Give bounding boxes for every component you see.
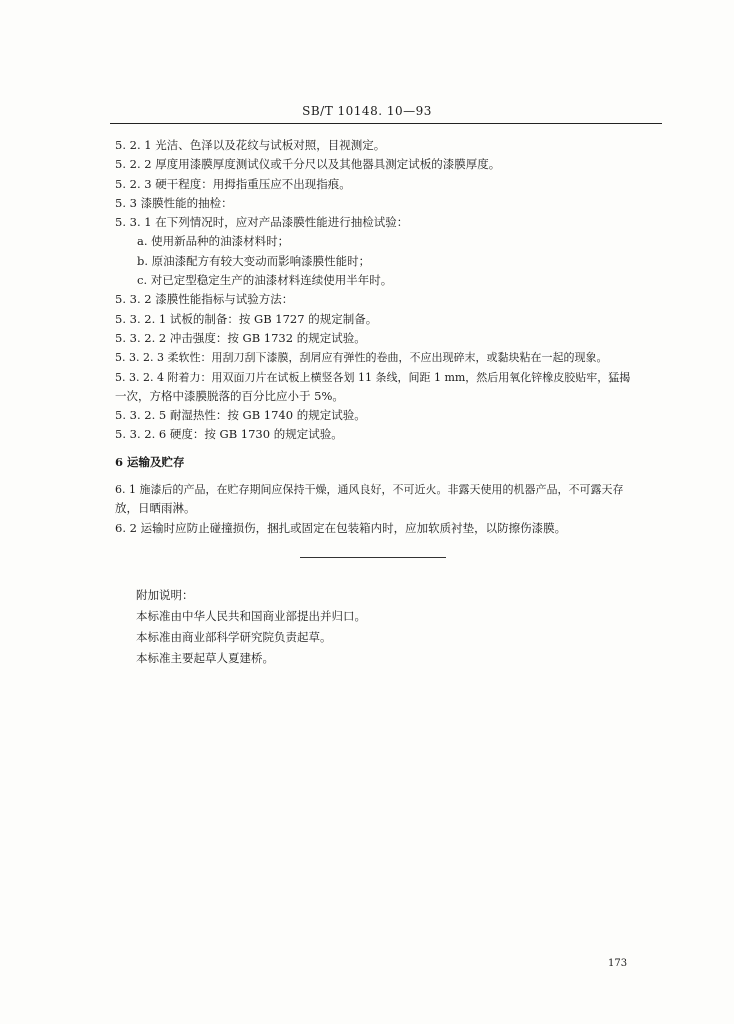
- header-rule: [110, 123, 662, 124]
- clause-5-3: 5. 3 漆膜性能的抽检：: [115, 195, 233, 210]
- list-item-a: a. 使用新品种的油漆材料时；: [137, 234, 290, 249]
- note-item: 本标准由中华人民共和国商业部提出并归口。: [136, 609, 366, 623]
- section-6-heading: 6 运输及贮存: [115, 454, 185, 469]
- clause-5-3-1: 5. 3. 1 在下列情况时，应对产品漆膜性能进行抽检试验：: [115, 215, 409, 230]
- clause-5-3-2-6: 5. 3. 2. 6 硬度：按 GB 1730 的规定试验。: [115, 427, 343, 442]
- main-content: [115, 136, 660, 538]
- clause-5-3-2-1: 5. 3. 2. 1 试板的制备：按 GB 1727 的规定制备。: [115, 311, 378, 326]
- note-item: 本标准主要起草人夏建桥。: [136, 651, 274, 665]
- clause-6-1: 6. 1 施漆后的产品，在贮存期间应保持干燥，通风良好，不可近火。非露天使用的机器产品，不可露天存: [115, 483, 624, 497]
- note-item: 本标准由商业部科学研究院负责起草。: [136, 630, 332, 644]
- clause-5-2-2: 5. 2. 2 厚度用漆膜厚度测试仪或千分尺以及其他器具测定试板的漆膜厚度。: [115, 157, 501, 172]
- clause-6-2: 6. 2 运输时应防止碰撞损伤，捆扎或固定在包装箱内时，应加软质衬垫，以防擦伤漆膜。: [115, 520, 567, 535]
- notes-title: 附加说明：: [136, 588, 194, 602]
- clause-5-3-2-4: 5. 3. 2. 4 附着力：用双面刀片在试板上横竖各划 11 条线，间距 1 mm，然后用氧化锌橡皮胶贴牢，猛揭: [115, 370, 631, 384]
- clause-6-1-cont: 放，日晒雨淋。: [115, 501, 196, 516]
- clause-5-3-2: 5. 3. 2 漆膜性能指标与试验方法：: [115, 292, 294, 307]
- section-divider: [300, 557, 446, 558]
- list-item-b: b. 原油漆配方有较大变动而影响漆膜性能时；: [137, 253, 371, 268]
- list-item-c: c. 对已定型稳定生产的油漆材料连续使用半年时。: [137, 273, 393, 288]
- clause-5-2-3: 5. 2. 3 硬干程度：用拇指重压应不出现指痕。: [115, 176, 351, 191]
- additional-notes: [136, 585, 556, 669]
- clause-5-3-2-4-cont: 一次，方格中漆膜脱落的百分比应小于 5%。: [115, 388, 344, 403]
- clause-5-3-2-3: 5. 3. 2. 3 柔软性：用刮刀刮下漆膜，刮屑应有弹性的卷曲，不应出现碎末，或黏块粘在一起的现象。: [115, 351, 608, 365]
- clause-5-2-1: 5. 2. 1 光洁、色泽以及花纹与试板对照，目视测定。: [115, 138, 386, 152]
- page-number: 173: [608, 958, 628, 969]
- page-header: SB/T 10148. 10—93: [302, 104, 432, 118]
- clause-5-3-2-5: 5. 3. 2. 5 耐湿热性：按 GB 1740 的规定试验。: [115, 408, 366, 423]
- clause-5-3-2-2: 5. 3. 2. 2 冲击强度：按 GB 1732 的规定试验。: [115, 330, 366, 345]
